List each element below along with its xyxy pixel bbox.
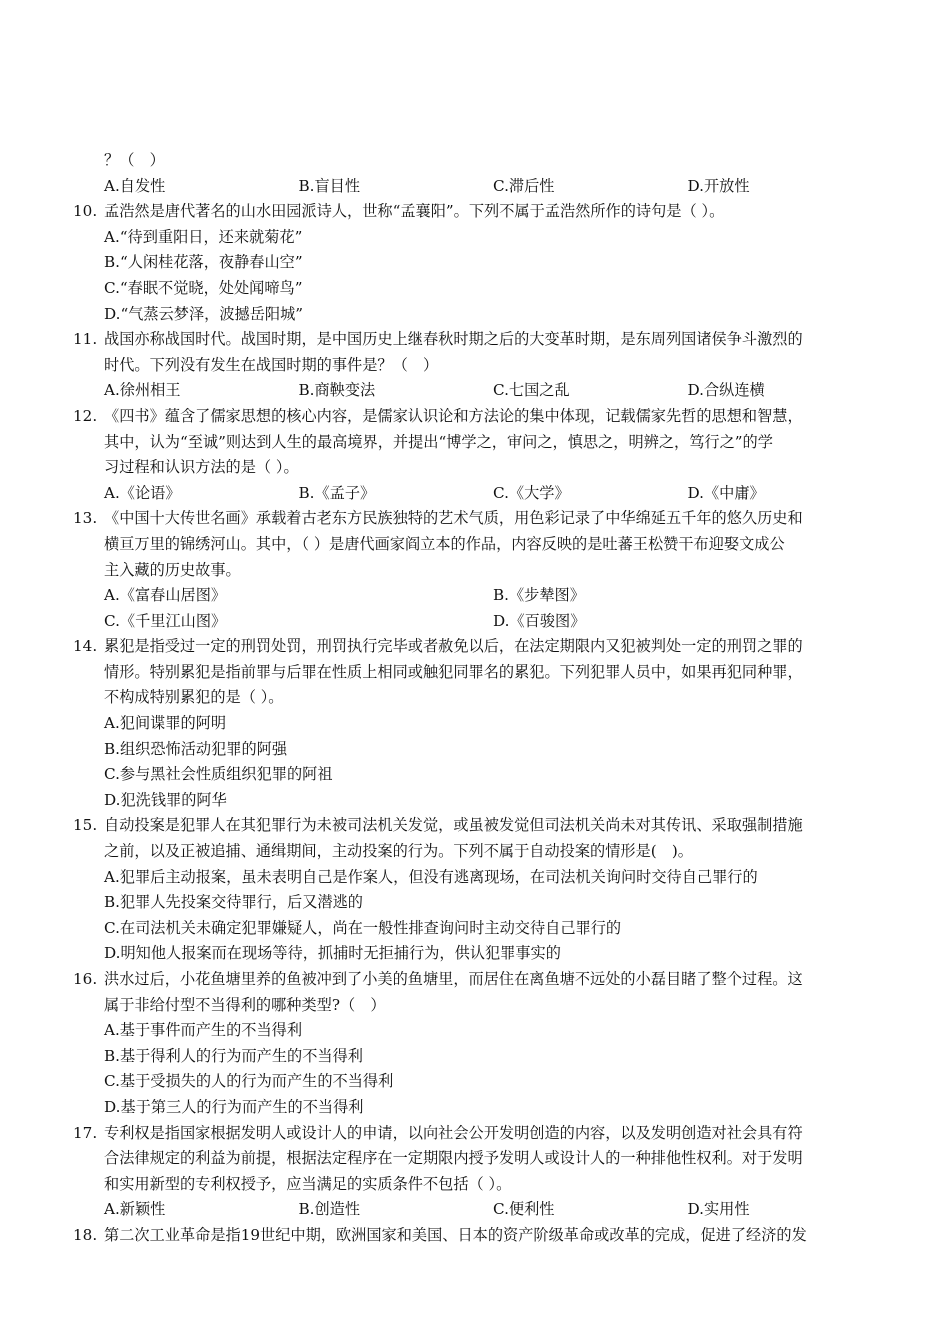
option: B.《孟子》 (298, 483, 376, 502)
option: C.参与黑社会性质组织犯罪的阿祖 (104, 765, 333, 784)
question-stem-line: 自动投案是犯罪人在其犯罪行为未被司法机关发觉，或虽被发觉但司法机关尚未对其传讯、采取强制措施 (104, 816, 803, 835)
question-stem-line: 不构成特别累犯的是（ ）。 (104, 688, 284, 707)
question-stem-line: 累犯是指受过一定的刑罚处罚，刑罚执行完毕或者赦免以后，在法定期限内又犯被判处一定的刑罚之罪的 (104, 637, 803, 656)
question-stem-line: 属于非给付型不当得利的哪种类型?（ ） (104, 995, 386, 1014)
question-stem-line: 主入藏的历史故事。 (104, 560, 241, 579)
option: C.七国之乱 (493, 381, 570, 400)
question-stem-line: 和实用新型的专利权授予，应当满足的实质条件不包括（ ）。 (104, 1174, 512, 1193)
option: D.《中庸》 (687, 483, 765, 502)
question-stem-line: 洪水过后，小花鱼塘里养的鱼被冲到了小美的鱼塘里，而居住在离鱼塘不远处的小磊目睹了整个过程。这 (104, 970, 803, 988)
question-stem-line: 孟浩然是唐代著名的山水田园派诗人，世称“孟襄阳”。下列不属于孟浩然所作的诗句是（ ）。 (104, 202, 725, 221)
option: A.徐州相王 (104, 381, 181, 400)
option: B.创造性 (298, 1200, 361, 1219)
question (73, 634, 882, 813)
question-number: 17. (73, 1123, 98, 1142)
option: D.实用性 (687, 1200, 750, 1219)
question-stem-line: 情形。特别累犯是指前罪与后罪在性质上相同或触犯同罪名的累犯。下列犯罪人员中，如果再犯同种罪， (104, 662, 803, 681)
option: D.合纵连横 (687, 381, 765, 400)
option-row (104, 378, 882, 404)
question-stem-line: 习过程和认识方法的是（ ）。 (104, 458, 299, 477)
option-row (104, 1197, 882, 1223)
continued-question (104, 148, 882, 199)
question (73, 813, 882, 967)
option: D.《百骏图》 (493, 611, 586, 630)
option: C.在司法机关未确定犯罪嫌疑人，尚在一般性排查询问时主动交待自己罪行的 (104, 918, 622, 937)
option: B.“人闲桂花落，夜静春山空” (104, 253, 303, 272)
question (73, 1223, 882, 1249)
option: A.自发性 (104, 176, 166, 195)
option: B.犯罪人先投案交待罪行，后又潜逃的 (104, 893, 363, 912)
question-stem-line: 第二次工业革命是指19世纪中期，欧洲国家和美国、日本的资产阶级革命或改革的完成，促进了经济的发 (104, 1225, 807, 1244)
question-number: 13. (73, 509, 98, 528)
option: B.盲目性 (298, 176, 361, 195)
question-stem-line: 《中国十大传世名画》承载着古老东方民族独特的艺术气质，用色彩记录了中华绵延五千年的悠久历史和 (104, 509, 803, 528)
option: D.开放性 (687, 176, 750, 195)
option: D.犯洗钱罪的阿华 (104, 790, 227, 809)
option: A.新颖性 (104, 1200, 166, 1219)
question-stem-line: 之前，以及正被追捕、通缉期间，主动投案的行为。下列不属于自动投案的情形是( )。 (104, 842, 693, 861)
option: C.滞后性 (493, 176, 555, 195)
option: C.“春眠不觉晓，处处闻啼鸟” (104, 278, 303, 297)
question (73, 199, 882, 327)
question-stem-line: 横亘万里的锦绣河山。其中，（ ）是唐代画家阎立本的作品，内容反映的是吐蕃王松赞干布迎娶文成公 (104, 534, 785, 553)
option: C.《大学》 (493, 483, 570, 502)
question-number: 10. (73, 202, 98, 221)
option: B.《步辇图》 (493, 586, 585, 605)
option: A.《论语》 (104, 483, 181, 502)
question-number: 15. (73, 816, 98, 835)
option-row (104, 481, 882, 507)
question-number: 12. (73, 406, 98, 425)
option: A.“待到重阳日，还来就菊花” (104, 227, 303, 246)
question-stem-line: 专利权是指国家根据发明人或设计人的申请，以向社会公开发明创造的内容，以及发明创造对社会具有符 (104, 1123, 803, 1142)
question (73, 1121, 882, 1223)
question (73, 967, 882, 1121)
option: B.商鞅变法 (298, 381, 376, 400)
option-row (104, 609, 882, 635)
question-stem-line: 《四书》蕴含了儒家思想的核心内容，是儒家认识论和方法论的集中体现，记载儒家先哲的思想和智慧， (104, 406, 803, 425)
question-number: 14. (73, 637, 98, 656)
option: B.基于得利人的行为而产生的不当得利 (104, 1046, 363, 1065)
question (73, 404, 882, 506)
option: D.基于第三人的行为而产生的不当得利 (104, 1097, 364, 1116)
question-stem-line: 时代。下列没有发生在战国时期的事件是？（ ） (104, 355, 439, 374)
question-list (73, 148, 882, 1249)
question-number: 11. (73, 330, 98, 349)
question-stem-line: 其中，认为“至诚”则达到人生的最高境界，并提出“博学之，审问之，慎思之，明辨之，笃行之”的学 (104, 432, 773, 451)
option: A.基于事件而产生的不当得利 (104, 1021, 303, 1040)
option: A.犯罪后主动报案，虽未表明自己是作案人，但没有逃离现场，在司法机关询问时交待自己罪行的 (104, 867, 758, 886)
option: C.基于受损失的人的行为而产生的不当得利 (104, 1072, 394, 1091)
option: B.组织恐怖活动犯罪的阿强 (104, 739, 288, 758)
option: C.《千里江山图》 (104, 611, 227, 630)
question (73, 506, 882, 634)
option: A.犯间谍罪的阿明 (104, 714, 227, 733)
option: C.便利性 (493, 1200, 555, 1219)
question (73, 327, 882, 404)
option: D.“气蒸云梦泽，波撼岳阳城” (104, 304, 304, 323)
question-stem-line: ？（ ） (104, 151, 165, 169)
question-number: 16. (73, 970, 98, 988)
question-stem-line: 合法律规定的利益为前提，根据法定程序在一定期限内授予发明人或设计人的一种排他性权利。对于发明 (104, 1149, 803, 1168)
option-row (104, 174, 882, 200)
question-stem-line: 战国亦称战国时代。战国时期，是中国历史上继春秋时期之后的大变革时期，是东周列国诸侯争斗激烈的 (104, 330, 803, 349)
option: D.明知他人报案而在现场等待，抓捕时无拒捕行为，供认犯罪事实的 (104, 944, 561, 963)
option-row (104, 583, 882, 609)
question-number: 18. (73, 1225, 98, 1244)
option: A.《富春山居图》 (104, 586, 227, 605)
